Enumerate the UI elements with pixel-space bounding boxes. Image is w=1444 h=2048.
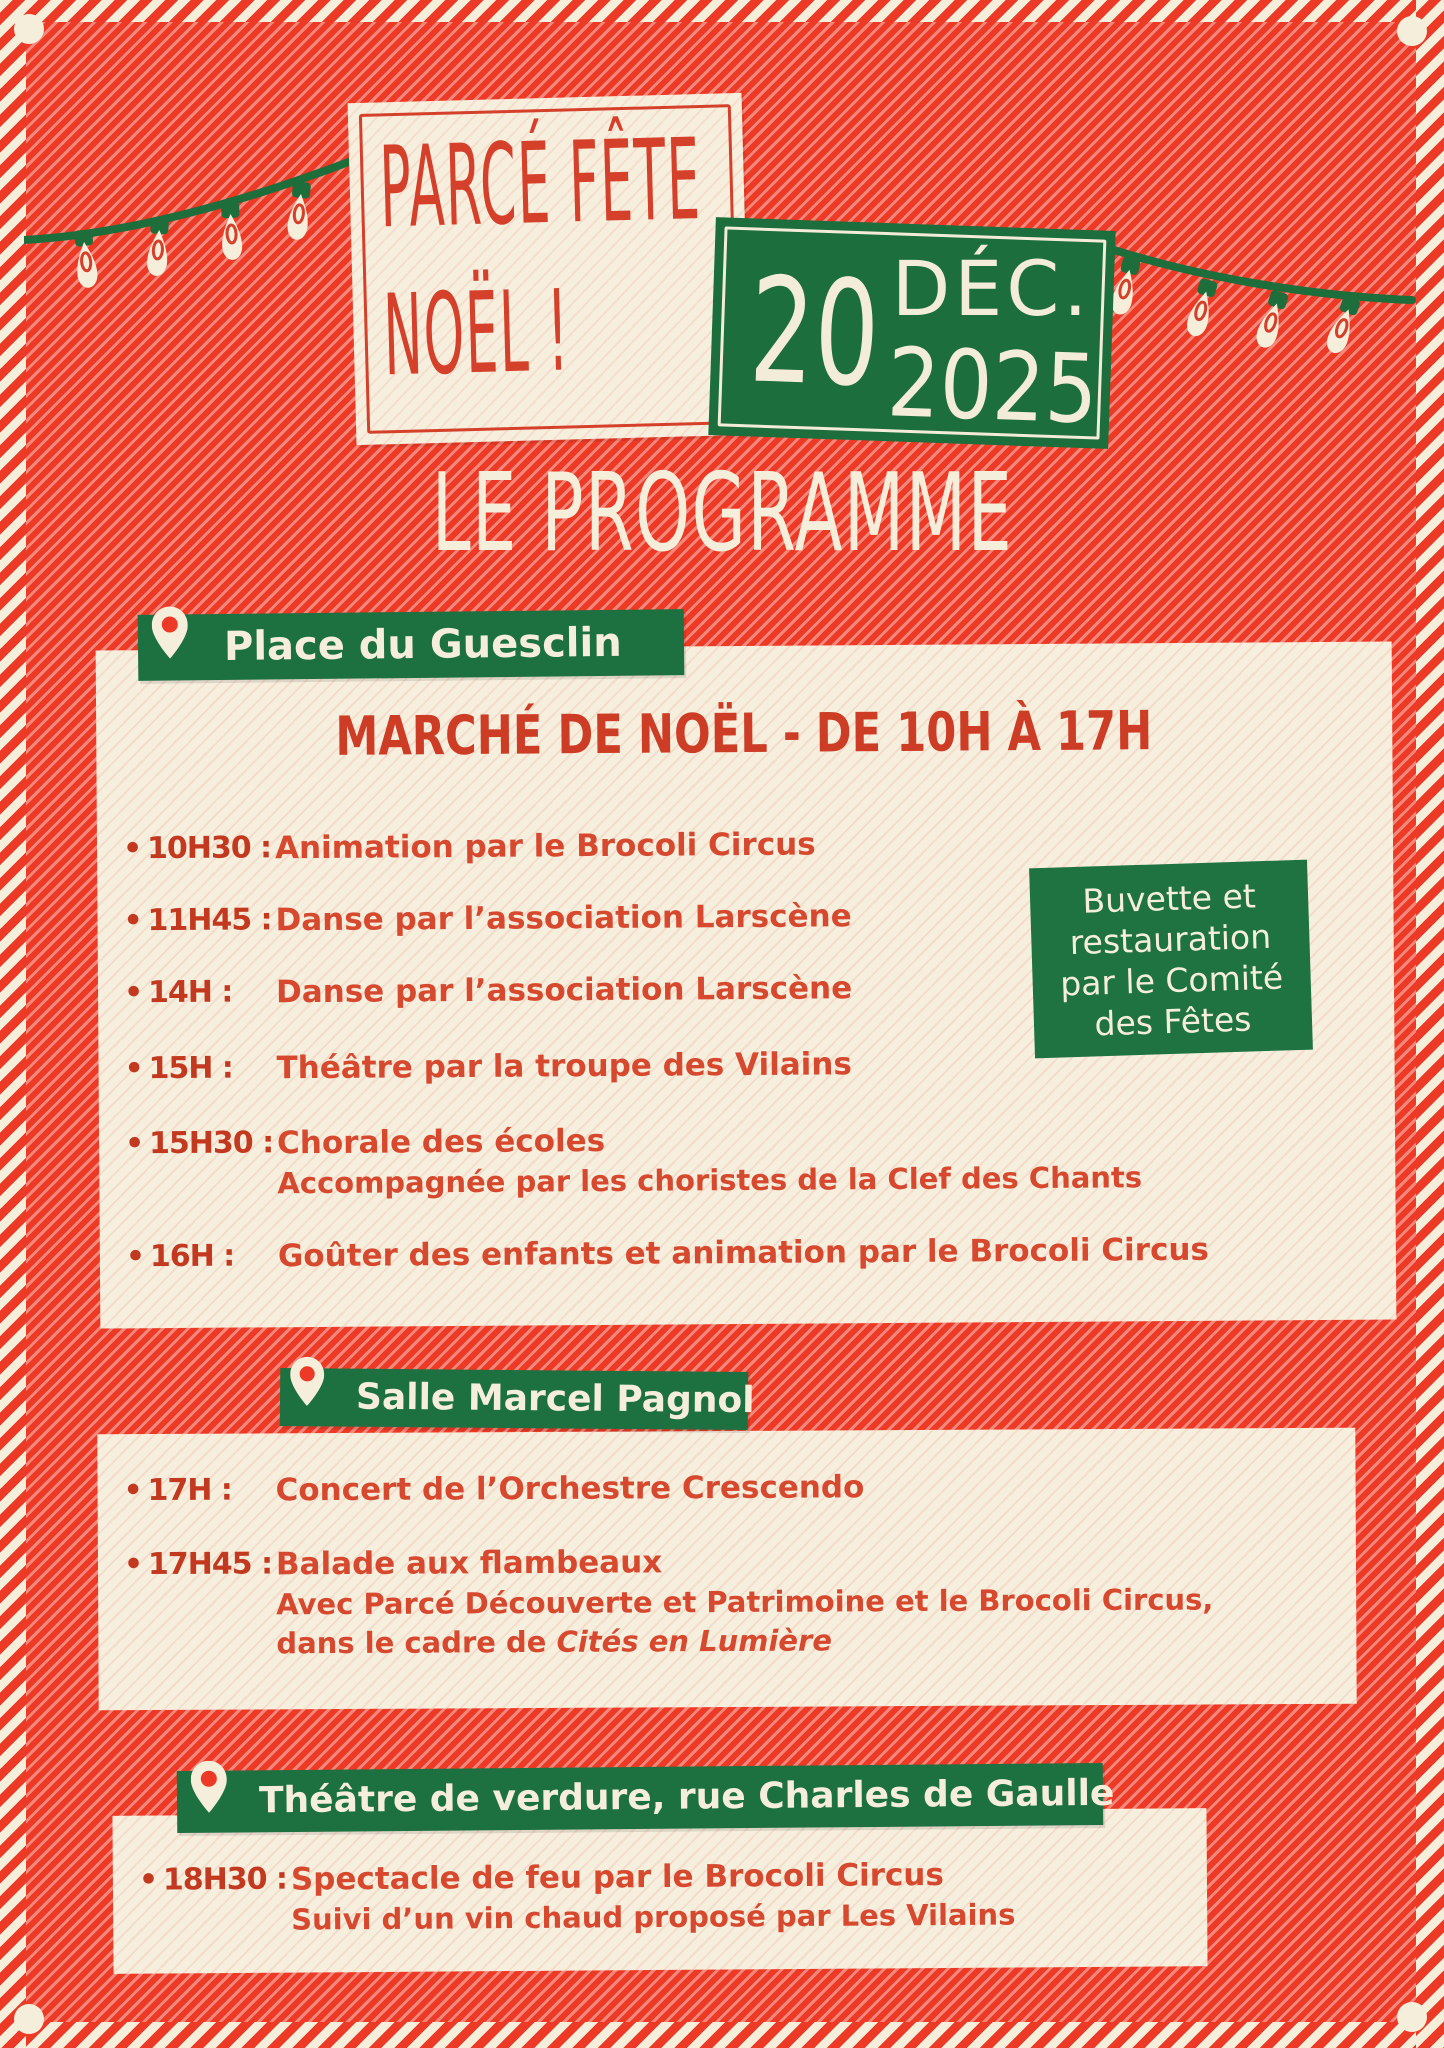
poster-title-line2: NOËL !: [382, 266, 572, 402]
event-desc: Théâtre par la troupe des Vilains: [276, 1046, 853, 1087]
bullet: •: [124, 1051, 144, 1087]
string-lights-icon: [24, 148, 356, 293]
event-desc: Chorale des écoles Accompagnée par les choristes de la Clef des Chants: [277, 1117, 1368, 1202]
bullet: •: [123, 1547, 144, 1583]
event-subtext: Accompagnée par les choristes de la Clef des Chants: [277, 1160, 1143, 1201]
event-subtext: Suivi d’un vin chaud proposé par Les Vilains: [291, 1897, 1016, 1937]
buvette-note: Buvette et restauration par le Comité des Fêtes: [1029, 860, 1313, 1059]
event-desc: Spectacle de feu par le Brocoli Circus Suivi d’un vin chaud proposé par Les Vilains: [291, 1854, 1180, 1937]
string-lights-icon: [1088, 236, 1416, 376]
bullet: •: [125, 1239, 146, 1275]
event-desc: Goûter des enfants et animation par le Brocoli Circus: [277, 1231, 1210, 1275]
event-row: [123, 822, 1365, 869]
event-time: 16H :: [149, 1238, 235, 1275]
event-time: 14H :: [147, 974, 233, 1011]
bullet: •: [124, 1126, 145, 1162]
corner-dot: [14, 2004, 44, 2034]
location-label: Place du Guesclin: [223, 619, 622, 670]
location-pin-icon: [290, 1356, 325, 1414]
location-pin-icon: [152, 606, 189, 666]
bullet: •: [123, 1473, 143, 1509]
event-time: 17H45 :: [147, 1546, 273, 1583]
bullet: •: [123, 903, 143, 939]
location-label: Théâtre de verdure, rue Charles de Gaulle: [258, 1772, 1115, 1822]
event-desc: Concert de l’Orchestre Crescendo: [275, 1469, 865, 1509]
event-time: 11H45 :: [147, 902, 272, 939]
candy-stripe-border-bottom: [0, 2022, 1444, 2048]
event-time: 17H :: [147, 1472, 232, 1509]
location-badge-place-du-guesclin: [138, 609, 685, 681]
event-subtext2-italic: Cités en Lumière: [556, 1623, 833, 1659]
event-subtext2: dans le cadre de Cités en Lumière: [276, 1623, 833, 1661]
event-desc: Balade aux flambeaux Avec Parcé Découverte et Patrimoine et le Brocoli Circus, dans le cadre de Cités en Lumière: [276, 1540, 1329, 1662]
corner-dot: [1397, 16, 1427, 46]
event-desc: Animation par le Brocoli Circus: [274, 826, 816, 867]
event-row: [139, 1854, 1180, 1938]
event-time: 10H30 :: [146, 830, 272, 867]
date-month: DÉC.: [891, 243, 1092, 333]
date-day: 20: [747, 246, 883, 420]
candy-stripe-border-top: [0, 0, 1444, 22]
date-year: 2025: [885, 328, 1100, 446]
corner-dot: [14, 14, 44, 44]
location-badge-theatre-de-verdure: [177, 1763, 1115, 1833]
event-row: [126, 1230, 1368, 1277]
title-card: [348, 93, 751, 445]
event-row: [123, 1466, 1327, 1510]
market-heading: MARCHÉ DE NOËL - DE 10H À 17H: [335, 699, 1153, 768]
candy-stripe-border-right: [1416, 0, 1444, 2048]
location-pin-icon: [191, 1761, 228, 1821]
candy-stripe-border-left: [0, 0, 26, 2048]
corner-dot: [1397, 2002, 1427, 2032]
event-desc: Danse par l’association Larscène: [275, 970, 853, 1011]
location-badge-salle-marcel-pagnol: [280, 1368, 755, 1430]
section-card-theatre-de-verdure: [112, 1808, 1207, 1974]
program-heading: LE PROGRAMME: [431, 451, 1013, 576]
event-subtext: Avec Parcé Découverte et Patrimoine et le Brocoli Circus,: [276, 1582, 1214, 1622]
event-row: [124, 1540, 1329, 1662]
section-card-salle-marcel-pagnol: [97, 1428, 1356, 1711]
event-time: 15H :: [148, 1050, 233, 1087]
event-time: 18H30 :: [162, 1861, 288, 1898]
event-time: 15H30 :: [148, 1125, 274, 1162]
poster-title-line1: PARCÉ FÊTE: [378, 115, 703, 254]
bullet: •: [123, 975, 144, 1011]
date-card: [708, 217, 1115, 449]
event-row: [125, 1117, 1368, 1203]
bullet: •: [138, 1862, 159, 1898]
event-desc: Danse par l’association Larscène: [275, 898, 852, 939]
location-label: Salle Marcel Pagnol: [355, 1376, 755, 1422]
bullet: •: [122, 831, 143, 867]
